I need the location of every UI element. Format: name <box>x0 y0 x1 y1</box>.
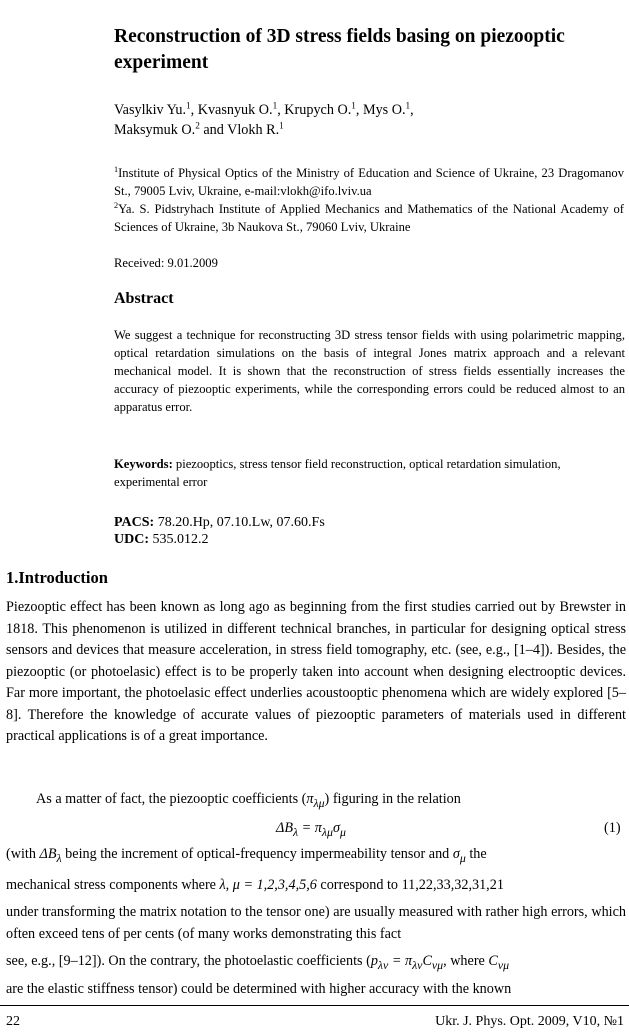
pacs-line: PACS: 78.20.Hp, 07.10.Lw, 07.60.Fs <box>114 515 325 530</box>
affiliations <box>114 164 624 236</box>
intro-paragraph-2-continued: under transforming the matrix notation to the tensor one) are usually measured with rather high errors, which often exceed tens of per cents (of many works demonstrating this fact <box>6 904 626 942</box>
text-line-last: are the elastic stiffness tensor) could be determined with higher accuracy with the known <box>6 981 512 997</box>
abstract-text: We suggest a technique for reconstructing 3D stress tensor fields with using polarimetric mapping, optical retardation simulations on the basis of integral Jones matrix approach and a relevant mechanical model. It is shown that the reconstruction of stress fields essentially increases the accuracy of piezooptic experiments, while the corresponding errors could be reduced almost to an apparatus error. <box>114 328 625 414</box>
equation-number: (1) <box>604 820 621 836</box>
affiliation-1: $^1$Institute of Physical Optics of the Ministry of Education and Science of Ukraine, 23 Dragomanov St., 79005 Lviv, Ukraine, e-mail:vlokh@ifo.lviv.ua <box>114 164 624 198</box>
footer-divider <box>0 1005 629 1006</box>
equation-1: $\Delta B_\lambda = \pi_{\lambda\mu}\sigma_\mu$ <box>276 820 346 839</box>
page-number: 22 <box>6 1014 20 1029</box>
intro-paragraph-1: Piezooptic effect has been known as long ago as beginning from the first studies carried out by Brewster in 1818. This phenomenon is utilized in different technical branches, in particular for designing optical stress sensors and devices that measure acceleration, in stress field tomography, etc. (see, e.g., [1–4]). Besides, the piezooptic (or photoelasic) effect is to be properly taken into account when designing electrooptic devices. Far more important, the photoelasic effect underlies acoustooptic phenomena which are widely explored [5–8]. Therefore the knowledge of accurate values of piezooptic parameters of materials used in different practical applications is of a great importance. <box>6 599 626 744</box>
udc-line: UDC: 535.012.2 <box>114 532 209 547</box>
journal-reference: Ukr. J. Phys. Opt. 2009, V10, №1 <box>435 1014 624 1029</box>
received-date: Received: 9.01.2009 <box>114 256 218 270</box>
text-line-see: see, e.g., [9–12]). On the contrary, the photoelastic coefficients ($p_{\lambda\nu} = \pi_{\lambda\nu}C_{\nu\mu}$, where $C_{\nu\mu}$ <box>6 953 510 972</box>
keywords: Keywords: piezooptics, stress tensor field reconstruction, optical retardation simulation, experimental error <box>114 457 561 489</box>
text-line-mechanical: mechanical stress components where λ, μ = 1,2,3,4,5,6 correspond to 11,22,33,32,31,21 <box>6 877 504 893</box>
affiliation-2: $^2$Ya. S. Pidstryhach Institute of Applied Mechanics and Mathematics of the National Academy of Sciences of Ukraine, 3b Naukova St., 79060 Lviv, Ukraine <box>114 200 624 234</box>
author-list: Vasylkiv Yu.$^1$, Kvasnyuk O.$^1$, Krupych O.$^1$, Mys O.$^1$, Maksymuk O.$^2$ and Vlokh R.$^1$ <box>114 100 414 138</box>
intro-paragraph-2-start: As a matter of fact, the piezooptic coefficients $(\pi_{\lambda\mu})$ figuring in the relation <box>36 791 461 810</box>
paper-title: Reconstruction of 3D stress fields basing on piezooptic experiment <box>114 26 565 73</box>
abstract-heading: Abstract <box>114 290 174 307</box>
classification-codes <box>114 514 325 548</box>
section-heading: 1.Introduction <box>6 568 108 587</box>
text-line-with: (with $\Delta B_\lambda$ being the increment of optical-frequency impermeability tensor and $\sigma_\mu$ the <box>6 846 487 865</box>
